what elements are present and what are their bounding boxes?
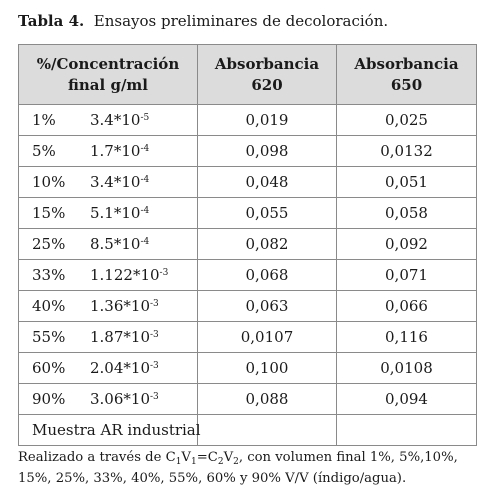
cell-conc-value: $1.87*10^{-3}$ [90, 328, 159, 346]
cell-conc-value: $1.36*10^{-3}$ [90, 297, 159, 315]
cell-a620: 0,055 [198, 198, 337, 229]
cell-a620: 0,019 [198, 105, 337, 136]
cell-conc-value: $5.1*10^{-4}$ [90, 204, 150, 222]
cell-a620: 0,0107 [198, 322, 337, 353]
table-header-row [19, 45, 477, 105]
cell-a650 [337, 415, 477, 446]
table-row [19, 136, 477, 167]
table-row [19, 229, 477, 260]
cell-concentration [19, 198, 198, 229]
cell-a620: 0,088 [198, 384, 337, 415]
table-caption [18, 12, 388, 30]
cell-concentration [19, 229, 198, 260]
cell-percent: 33% [32, 266, 66, 284]
cell-concentration [19, 291, 198, 322]
cell-a650: 0,094 [337, 384, 477, 415]
cell-a650: 0,058 [337, 198, 477, 229]
table-row [19, 384, 477, 415]
cell-concentration [19, 322, 198, 353]
cell-percent: 60% [32, 359, 66, 377]
table-caption-text: Ensayos preliminares de decoloración. [93, 12, 389, 30]
cell-concentration [19, 260, 198, 291]
cell-percent: 40% [32, 297, 66, 315]
cell-a650: 0,0132 [337, 136, 477, 167]
cell-concentration [19, 353, 198, 384]
cell-a620: 0,048 [198, 167, 337, 198]
cell-conc-value: $3.4*10^{-4}$ [90, 173, 150, 191]
table-footnote: Realizado a través de $C_1V_1=C_2V_2$, con volumen final 1%, 5%,10%, 15%, 25%, 33%, 40%, 55%, 60% y 90% V/V (índigo/agua). [18, 450, 458, 486]
cell-sample-label: Muestra AR industrial [19, 415, 198, 446]
table-caption-label: Tabla 4. [18, 12, 85, 30]
cell-conc-value: $3.06*10^{-3}$ [90, 390, 159, 408]
cell-percent: 10% [32, 173, 66, 191]
cell-a650: 0,025 [337, 105, 477, 136]
table-row [19, 167, 477, 198]
cell-a620: 0,068 [198, 260, 337, 291]
cell-a650: 0,071 [337, 260, 477, 291]
cell-a620: 0,082 [198, 229, 337, 260]
cell-percent: 90% [32, 390, 66, 408]
cell-percent: 15% [32, 204, 66, 222]
cell-conc-value: $1.122*10^{-3}$ [90, 266, 169, 284]
cell-percent: 25% [32, 235, 66, 253]
cell-concentration [19, 167, 198, 198]
cell-a620: 0,098 [198, 136, 337, 167]
decoloration-table [18, 44, 477, 446]
table-row [19, 291, 477, 322]
cell-a650: 0,116 [337, 322, 477, 353]
cell-percent: 5% [32, 142, 56, 160]
header-concentration: %/Concentración final g/ml [19, 45, 198, 105]
cell-concentration [19, 105, 198, 136]
table-row [19, 198, 477, 229]
cell-a650: 0,066 [337, 291, 477, 322]
cell-conc-value: $1.7*10^{-4}$ [90, 142, 150, 160]
cell-concentration [19, 136, 198, 167]
cell-percent: 1% [32, 111, 56, 129]
cell-conc-value: $2.04*10^{-3}$ [90, 359, 159, 377]
table-row [19, 105, 477, 136]
cell-a620: 0,100 [198, 353, 337, 384]
cell-a620 [198, 415, 337, 446]
header-absorbance-650: Absorbancia 650 [337, 45, 477, 105]
table-row-last [19, 415, 477, 446]
cell-concentration [19, 384, 198, 415]
table-row [19, 353, 477, 384]
table-row [19, 260, 477, 291]
cell-a650: 0,092 [337, 229, 477, 260]
cell-conc-value: $8.5*10^{-4}$ [90, 235, 150, 253]
cell-a620: 0,063 [198, 291, 337, 322]
cell-a650: 0,051 [337, 167, 477, 198]
table-row [19, 322, 477, 353]
cell-a650: 0,0108 [337, 353, 477, 384]
cell-conc-value: $3.4*10^{-5}$ [90, 111, 150, 129]
cell-percent: 55% [32, 328, 66, 346]
header-absorbance-620: Absorbancia 620 [198, 45, 337, 105]
